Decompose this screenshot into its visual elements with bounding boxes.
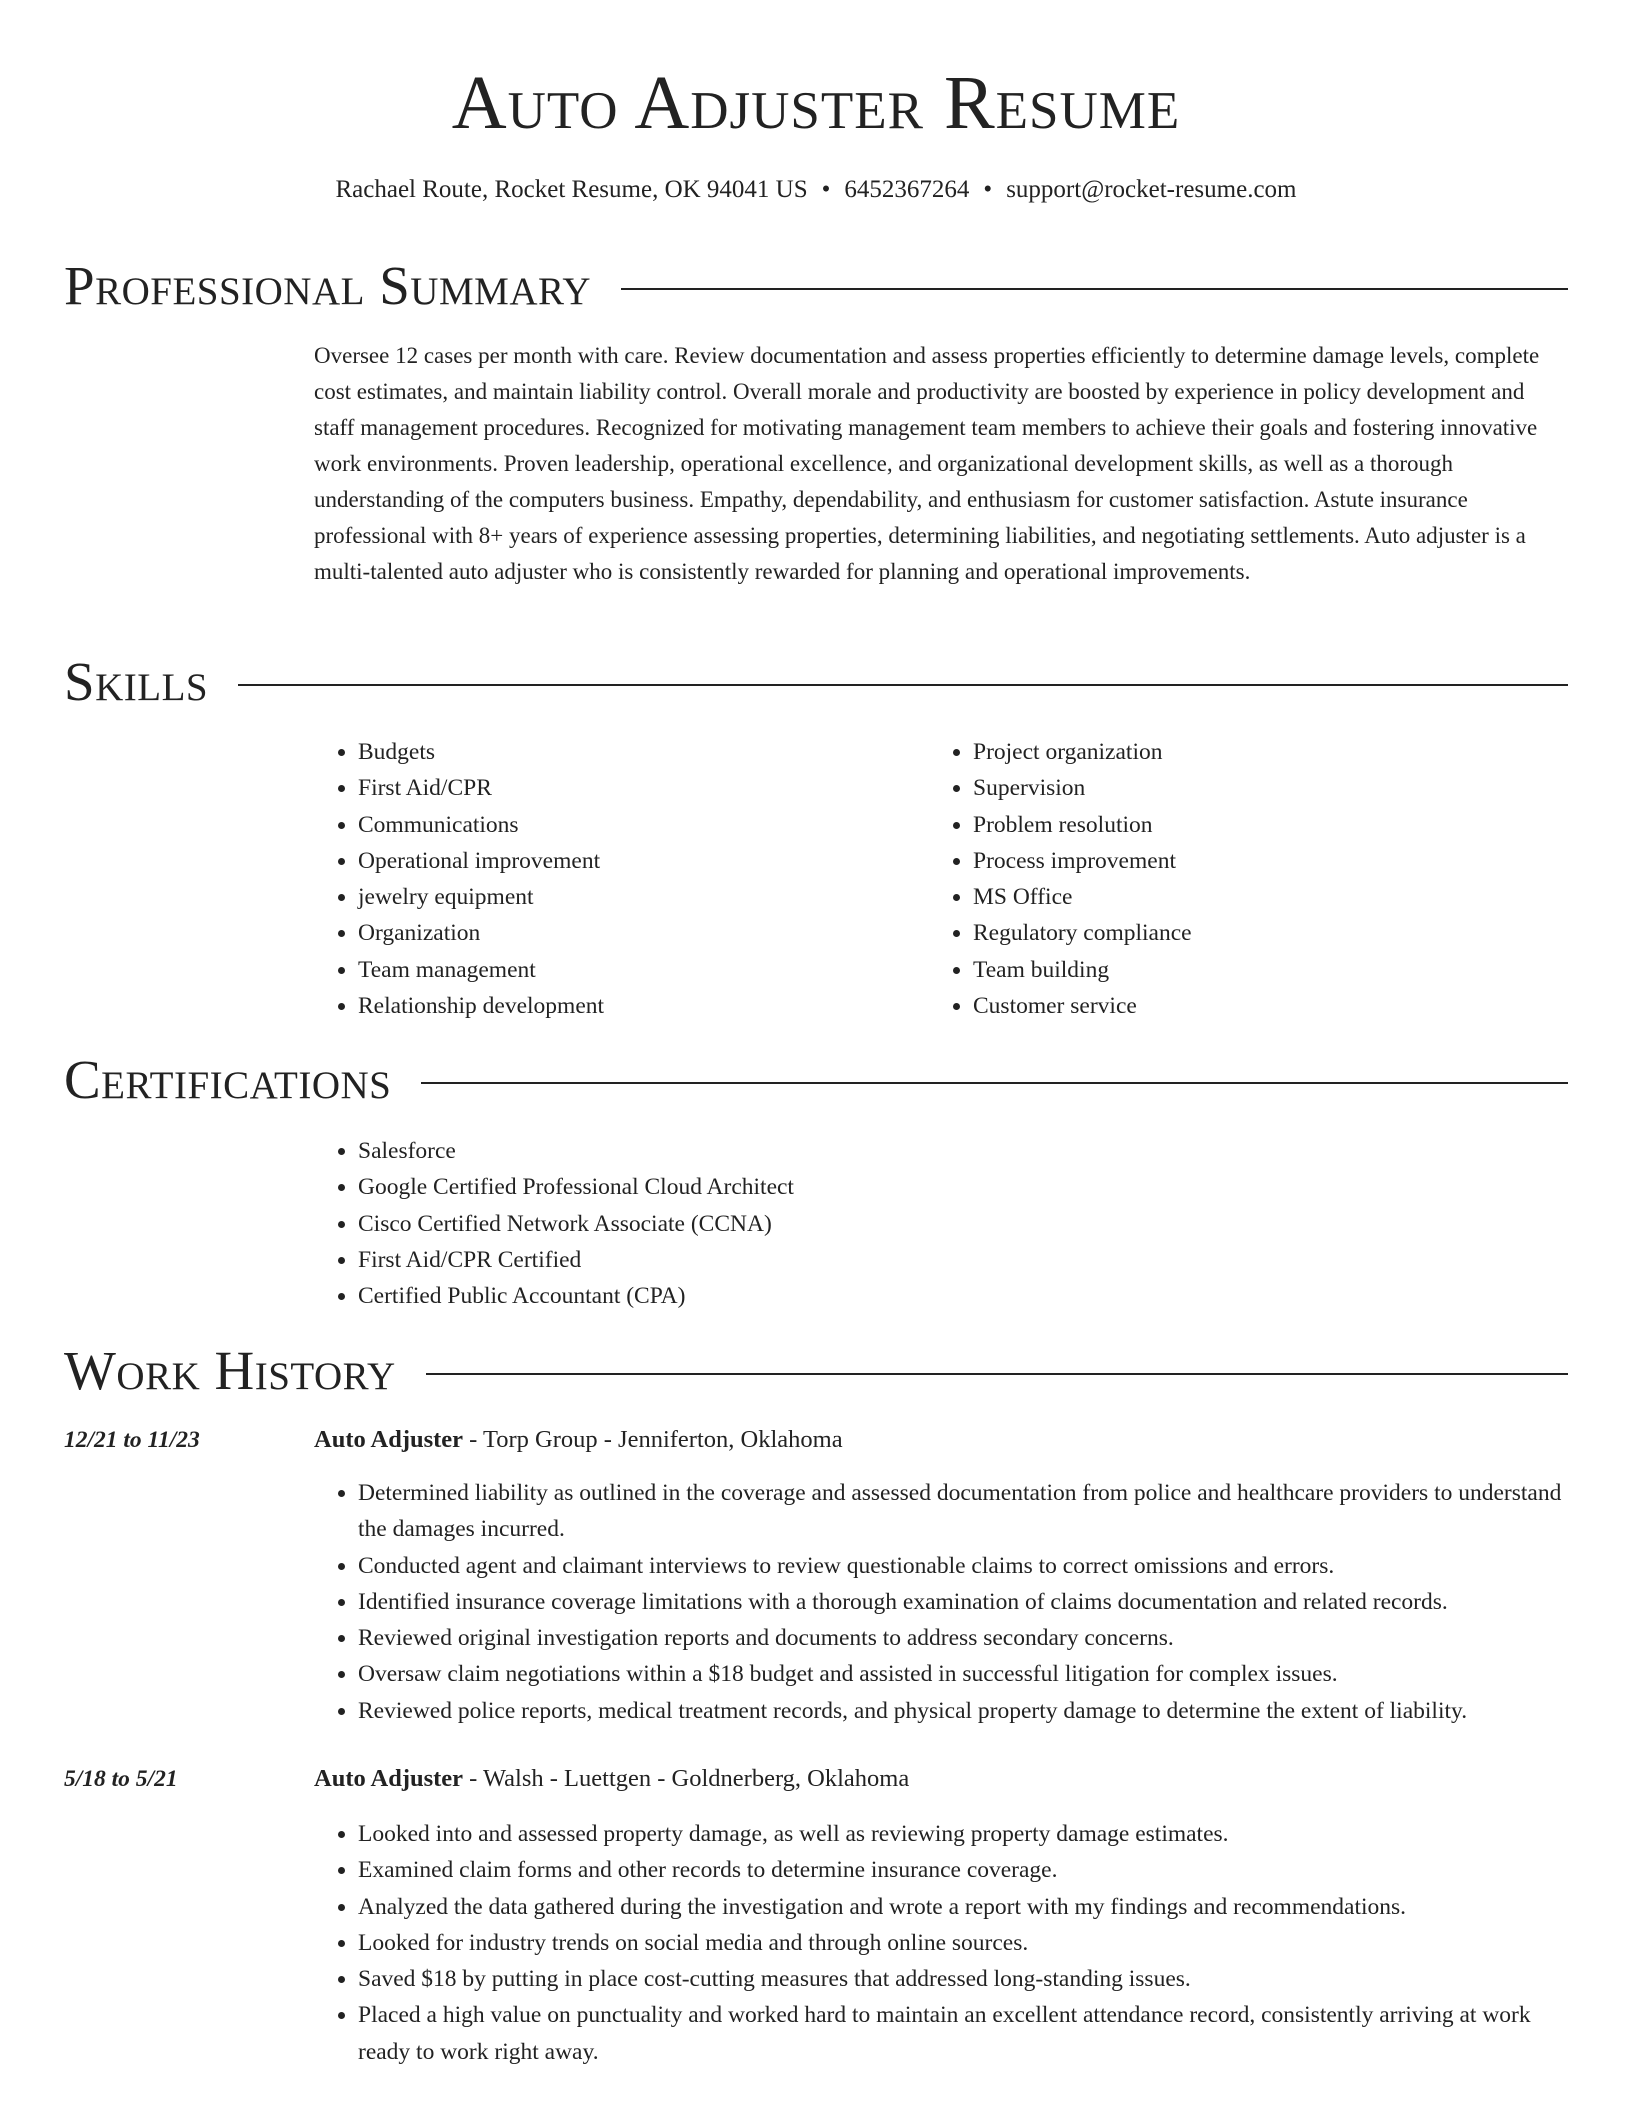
job-bullet-item: • Conducted agent and claimant interviews to review questionable claims to correct omissions and errors. bbox=[358, 1548, 1564, 1584]
section-divider bbox=[421, 1082, 1568, 1084]
section-work-history-header bbox=[64, 1341, 1568, 1401]
skills-column-left bbox=[314, 734, 874, 1024]
skill-item: • jewelry equipment bbox=[358, 879, 874, 915]
skill-item: • Project organization bbox=[973, 734, 1549, 770]
skill-item: • Team management bbox=[358, 952, 874, 988]
skill-item-list bbox=[929, 734, 1549, 1024]
job-employer: - Torp Group - Jenniferton, Oklahoma bbox=[463, 1426, 843, 1453]
job-dates: 5/18 to 5/21 bbox=[64, 1766, 178, 1792]
section-certifications-header bbox=[64, 1050, 1568, 1110]
certification-item-list bbox=[314, 1133, 1314, 1314]
certification-item: • Google Certified Professional Cloud Architect bbox=[358, 1169, 1314, 1205]
job-bullets bbox=[314, 1816, 1564, 2070]
job-bullets bbox=[314, 1475, 1564, 1729]
certification-item: • Salesforce bbox=[358, 1133, 1314, 1169]
job-bullet-item: • Reviewed original investigation reports and documents to address secondary concerns. bbox=[358, 1620, 1564, 1656]
job-heading bbox=[314, 1762, 909, 1796]
contact-phone: 6452367264 bbox=[844, 176, 970, 203]
section-divider bbox=[621, 288, 1568, 290]
certification-item: • First Aid/CPR Certified bbox=[358, 1242, 1314, 1278]
section-title-summary: Professional Summary bbox=[64, 255, 592, 316]
job-bullet-item-list bbox=[314, 1816, 1564, 2070]
section-skills-header bbox=[64, 652, 1568, 712]
job-bullet-item: • Identified insurance coverage limitations with a thorough examination of claims documentation and related records. bbox=[358, 1584, 1564, 1620]
skills-column-right bbox=[929, 734, 1549, 1024]
job-heading bbox=[314, 1423, 843, 1457]
job-bullet-item: • Determined liability as outlined in the coverage and assessed documentation from police and healthcare providers to understand the damages incurred. bbox=[358, 1475, 1564, 1548]
contact-address: Rachael Route, Rocket Resume, OK 94041 US bbox=[335, 176, 808, 203]
job-bullet-item: • Looked into and assessed property damage, as well as reviewing property damage estimates. bbox=[358, 1816, 1564, 1852]
skill-item: • Operational improvement bbox=[358, 843, 874, 879]
summary-paragraph: Oversee 12 cases per month with care. Review documentation and assess properties efficiently to determine damage levels, complete cost estimates, and maintain liability control. Overall morale and productivity are boosted by experience in policy development and staff management procedures. Recognized for motivating management team members to achieve their goals and fostering innovative work environments. Proven leadership, operational excellence, and organizational development skills, as well as a thorough understanding of the computers business. Empathy, dependability, and enthusiasm for customer satisfaction. Astute insurance professional with 8+ years of experience assessing properties, determining liabilities, and negotiating settlements. Auto adjuster is a multi-talented auto adjuster who is consistently rewarded for planning and operational improvements. bbox=[314, 343, 1540, 584]
skill-item: • Problem resolution bbox=[973, 807, 1549, 843]
job-employer: - Walsh - Luettgen - Goldnerberg, Oklahoma bbox=[463, 1765, 910, 1792]
certification-item: • Certified Public Accountant (CPA) bbox=[358, 1278, 1314, 1314]
skill-item: • Organization bbox=[358, 915, 874, 951]
job-bullet-item: • Oversaw claim negotiations within a $18 budget and assisted in successful litigation for complex issues. bbox=[358, 1656, 1564, 1692]
section-divider bbox=[238, 684, 1568, 686]
section-title-skills: Skills bbox=[64, 651, 209, 712]
contact-email[interactable]: support@rocket-resume.com bbox=[1006, 176, 1297, 203]
contact-separator: • bbox=[983, 176, 993, 203]
skill-item: • Relationship development bbox=[358, 988, 874, 1024]
skill-item: • Regulatory compliance bbox=[973, 915, 1549, 951]
job-dates: 12/21 to 11/23 bbox=[64, 1427, 200, 1453]
section-title-certifications: Certifications bbox=[64, 1049, 392, 1110]
job-bullet-item: • Reviewed police reports, medical treatment records, and physical property damage to determine the extent of liability. bbox=[358, 1693, 1564, 1729]
contact-line bbox=[0, 173, 1632, 207]
skill-item: • Customer service bbox=[973, 988, 1549, 1024]
job-bullet-item: • Looked for industry trends on social media and through online sources. bbox=[358, 1925, 1564, 1961]
section-summary-header bbox=[64, 256, 1568, 316]
skill-item: • Team building bbox=[973, 952, 1549, 988]
job-bullet-item: • Examined claim forms and other records to determine insurance coverage. bbox=[358, 1852, 1564, 1888]
skill-item: • MS Office bbox=[973, 879, 1549, 915]
job-bullet-item: • Placed a high value on punctuality and worked hard to maintain an excellent attendance record, consistently arriving at work ready to work right away. bbox=[358, 1997, 1564, 2070]
skill-item: • First Aid/CPR bbox=[358, 770, 874, 806]
job-title: Auto Adjuster bbox=[314, 1765, 464, 1792]
job-bullet-item-list bbox=[314, 1475, 1564, 1729]
resume-title: Auto Adjuster Resume bbox=[451, 61, 1181, 145]
job-bullet-item: • Analyzed the data gathered during the investigation and wrote a report with my findings and recommendations. bbox=[358, 1889, 1564, 1925]
contact-separator: • bbox=[821, 176, 831, 203]
job-bullet-item: • Saved $18 by putting in place cost-cutting measures that addressed long-standing issues. bbox=[358, 1961, 1564, 1997]
section-divider bbox=[426, 1373, 1568, 1375]
skill-item: • Budgets bbox=[358, 734, 874, 770]
section-title-work-history: Work History bbox=[64, 1340, 396, 1401]
certifications-list bbox=[314, 1133, 1314, 1314]
certification-item: • Cisco Certified Network Associate (CCNA) bbox=[358, 1206, 1314, 1242]
job-title: Auto Adjuster bbox=[314, 1426, 464, 1453]
skill-item: • Process improvement bbox=[973, 843, 1549, 879]
skill-item: • Supervision bbox=[973, 770, 1549, 806]
skill-item-list bbox=[314, 734, 874, 1024]
skill-item: • Communications bbox=[358, 807, 874, 843]
